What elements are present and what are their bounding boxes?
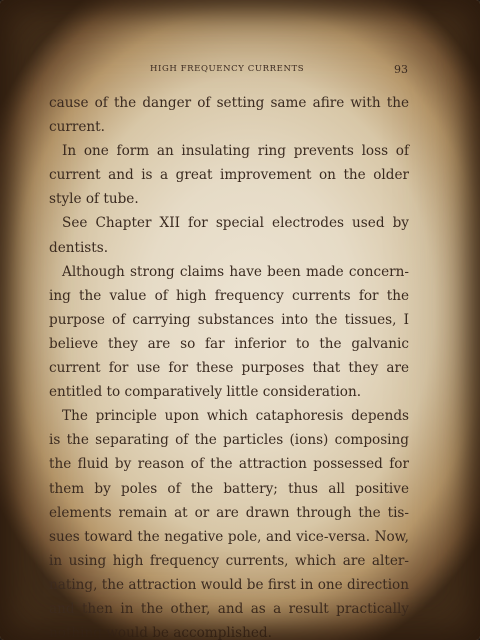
text-line: See Chapter XII for special electrodes used by (62, 215, 409, 232)
text-line: current and is a great improvement on the older (49, 167, 409, 184)
text-line: nothing would be accomplished. (49, 625, 272, 640)
text-line: style of tube. (49, 191, 139, 208)
text-line: entitled to comparatively little consideration. (49, 384, 362, 401)
text-line: elements remain at or are drawn through the tis- (49, 504, 409, 521)
text-line: sues toward the negative pole, and vice-versa. Now, (49, 528, 409, 545)
text-line: in using high frequency currents, which are alter- (49, 552, 409, 569)
paragraph (49, 260, 409, 405)
page-body (49, 91, 409, 640)
paragraph (49, 91, 409, 139)
text-line: is the separating of the particles (ions) composing (49, 432, 409, 449)
text-line: Although strong claims have been made concern- (62, 263, 409, 280)
paragraph (49, 139, 409, 211)
paragraph (49, 404, 409, 640)
text-line: them by poles of the battery; thus all positive (49, 480, 409, 497)
text-line: dentists. (49, 239, 109, 256)
text-line: The principle upon which cataphoresis depends (62, 408, 409, 425)
text-line: In one form an insulating ring prevents loss of (62, 143, 409, 160)
text-line: current. (49, 119, 105, 136)
text-line: ing the value of high frequency currents for the (49, 287, 409, 304)
text-line: cause of the danger of setting same afire with the (49, 95, 409, 111)
text-line: purpose of carrying substances into the tissues, I (49, 311, 409, 328)
page-number: 93 (394, 63, 408, 76)
page-header (0, 64, 480, 80)
text-line: current for use for these purposes that they are (49, 360, 409, 377)
text-line: the fluid by reason of the attraction possessed for (49, 456, 409, 473)
running-title: HIGH FREQUENCY CURRENTS (150, 64, 305, 74)
paragraph (49, 211, 409, 259)
text-line: believe they are so far inferior to the galvanic (49, 335, 409, 352)
text-line: nating, the attraction would be first in one direction (49, 576, 409, 593)
text-line: and then in the other, and as a result practically (49, 600, 409, 617)
